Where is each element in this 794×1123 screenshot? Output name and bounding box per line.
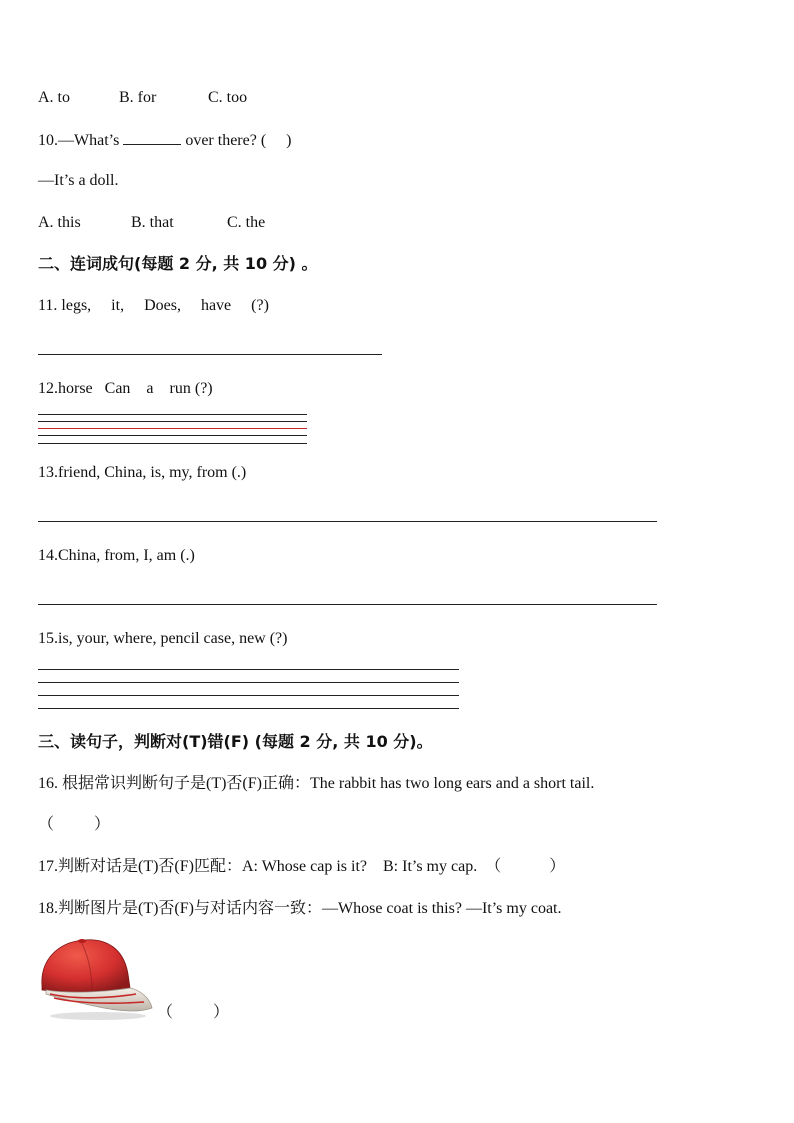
q10-answer: —It’s a doll. (38, 172, 119, 189)
q10-option-a: A. this (38, 214, 81, 231)
q13-prompt: 13.friend, China, is, my, from (.) (38, 464, 247, 481)
writing-line (38, 695, 459, 696)
q9-option-c: C. too (208, 89, 248, 106)
q10-question-pre: 10.—What’s (38, 132, 124, 149)
q9-option-a: A. to (38, 89, 70, 106)
q10-option-c: C. the (227, 214, 266, 231)
q17-prompt: 17.判断对话是(T)否(F)匹配：A: Whose cap is it? B: It’s my cap. （ ） (38, 858, 566, 875)
q18-prompt: 18.判断图片是(T)否(F)与对话内容一致：—Whose coat is this? —It’s my coat. (38, 900, 562, 917)
writing-line (38, 421, 307, 422)
writing-line (38, 414, 307, 415)
q10-question (38, 130, 292, 151)
q10-question-post: over there? ( ) (181, 132, 292, 149)
q9-option-b: B. for (119, 89, 157, 106)
writing-line-red (38, 428, 307, 429)
cap-image (36, 936, 156, 1022)
q16-prompt: 16. 根据常识判断句子是(T)否(F)正确：The rabbit has two long ears and a short tail. (38, 775, 595, 792)
q13-answer-line (38, 521, 657, 522)
section3-title: 三、读句子，判断对(T)错(F) (每题 2 分, 共 10 分)。 (38, 732, 433, 751)
writing-line (38, 682, 459, 683)
q10-option-b: B. that (131, 214, 174, 231)
q11-answer-line (38, 354, 382, 355)
q16-answer-parens: （ ） (38, 816, 111, 833)
q12-prompt: 12.horse Can a run (?) (38, 380, 213, 397)
q14-answer-line (38, 604, 657, 605)
q14-prompt: 14.China, from, I, am (.) (38, 547, 195, 564)
writing-line (38, 708, 459, 709)
q15-prompt: 15.is, your, where, pencil case, new (?) (38, 630, 288, 647)
writing-line (38, 669, 459, 670)
writing-line (38, 443, 307, 444)
writing-line (38, 435, 307, 436)
q11-prompt: 11. legs, it, Does, have (?) (38, 297, 269, 314)
q10-blank (123, 130, 181, 145)
q18-answer-parens: （ ） (157, 1004, 230, 1021)
section2-title: 二、连词成句(每题 2 分, 共 10 分) 。 (38, 254, 318, 273)
